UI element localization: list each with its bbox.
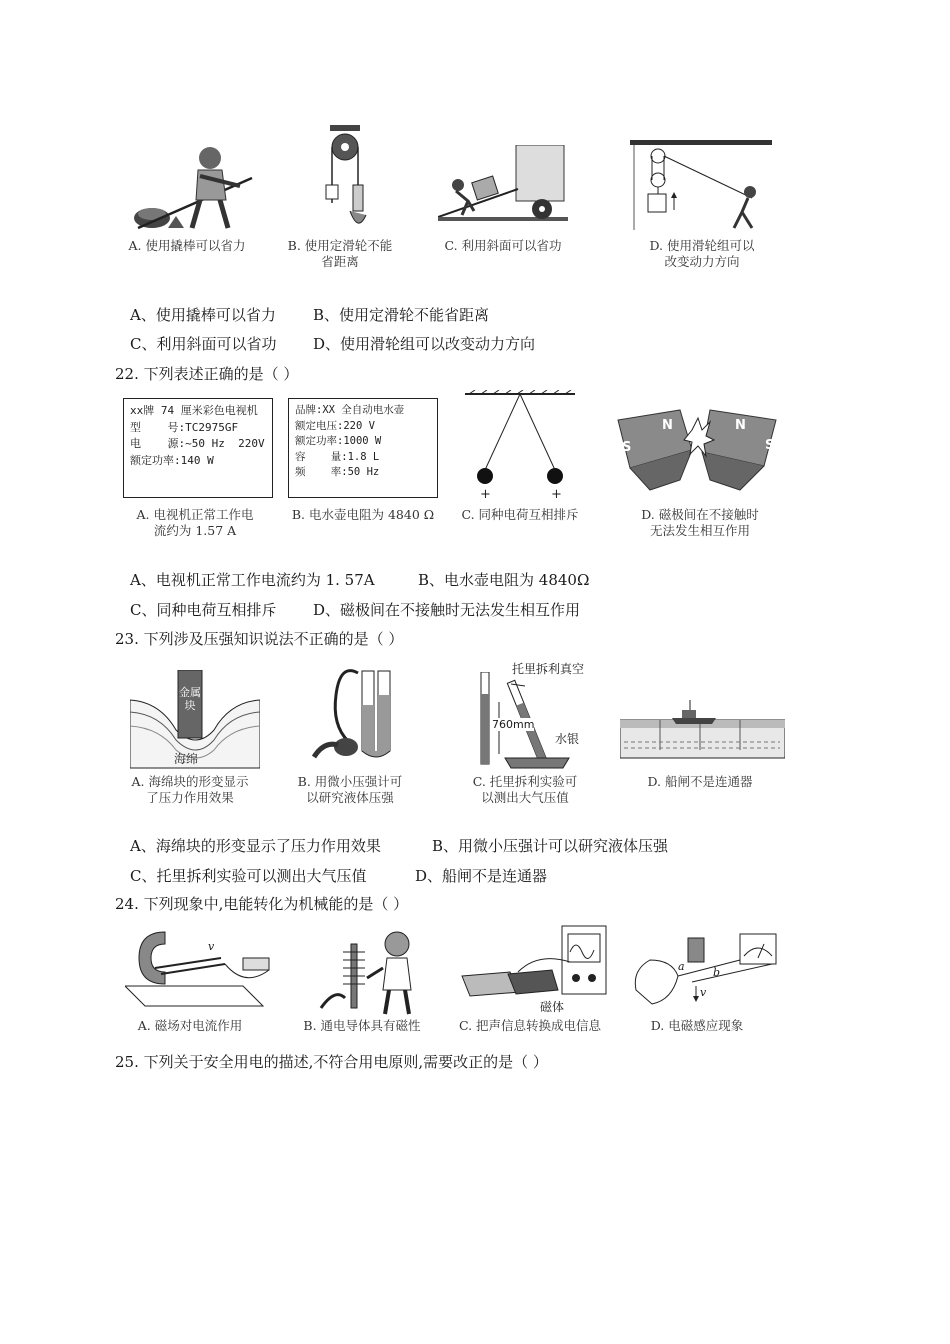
q22-option-d: D、磁极间在不接触时无法发生相互作用 — [313, 601, 581, 619]
q24-caption-d: D. 电磁感应现象 — [650, 1018, 744, 1033]
question-25-stem: 25. 下列关于安全用电的描述,不符合用电原则,需要改正的是（ ） — [115, 1053, 548, 1071]
label-b: b — [713, 966, 721, 979]
q21-option-a: A、使用撬棒可以省力 — [130, 306, 276, 324]
label-760mm: 760mm — [492, 718, 535, 731]
kettle-nameplate: 品牌:XX 全自动电水壶 额定电压:220 V 额定功率:1000 W 容 量:1.8 L 频 率:50 Hz — [288, 398, 438, 498]
q23-caption-d: D. 船闸不是连通器 — [647, 774, 753, 789]
magnet-right-s: S — [765, 438, 775, 453]
figure-charged-balls — [455, 390, 585, 490]
figure-pulley-block — [630, 140, 772, 232]
figure-microphone — [458, 922, 608, 1004]
q23-caption-a: A. 海绵块的形变显示 了压力作用效果 — [131, 774, 249, 805]
label-torricelli-vacuum: 托里拆利真空 — [512, 662, 585, 676]
label-v-induction: v — [700, 986, 707, 999]
figure-incline — [438, 145, 568, 225]
q22-option-b: B、电水壶电阻为 4840Ω — [418, 571, 590, 589]
figure-magnets — [610, 400, 790, 495]
q22-caption-d: D. 磁极间在不接触时 无法发生相互作用 — [641, 507, 759, 538]
label-v-motor: v — [208, 940, 215, 953]
label-sponge: 海绵 — [174, 752, 199, 766]
question-24-stem: 24. 下列现象中,电能转化为机械能的是（ ） — [115, 895, 409, 913]
q21-caption-a: A. 使用撬棒可以省力 — [128, 238, 246, 253]
q21-caption-b: B. 使用定滑轮不能 省距离 — [287, 238, 393, 269]
figure-ship-lock — [620, 698, 785, 760]
plus-sign-right: + — [551, 487, 562, 502]
magnet-right-n: N — [735, 418, 746, 433]
q21-option-d: D、使用滑轮组可以改变动力方向 — [313, 335, 536, 353]
q22-option-a: A、电视机正常工作电流约为 1. 57A — [130, 571, 375, 589]
q22-caption-b: B. 电水壶电阻为 4840 Ω — [291, 507, 435, 522]
question-22-stem: 22. 下列表述正确的是（ ） — [115, 365, 299, 383]
tv-nameplate: xx牌 74 厘米彩色电视机 型 号:TC2975GF 电 源:~50 Hz 220V 额定功率:140 W — [123, 398, 273, 498]
figure-lever — [130, 140, 260, 232]
q23-option-d: D、船闸不是连通器 — [415, 867, 548, 885]
q24-caption-c: C. 把声信息转换成电信息 — [458, 1018, 602, 1033]
q23-caption-b: B. 用微小压强计可 以研究液体压强 — [297, 774, 403, 805]
q23-option-b: B、用微小压强计可以研究液体压强 — [432, 837, 669, 855]
q21-option-b: B、使用定滑轮不能省距离 — [313, 306, 490, 324]
q23-caption-c: C. 托里拆利实验可 以测出大气压值 — [472, 774, 578, 805]
label-a: a — [678, 960, 685, 973]
q22-caption-c: C. 同种电荷互相排斥 — [461, 507, 579, 522]
figure-electromagnet — [315, 928, 430, 1016]
figure-pressure-gauge — [300, 665, 400, 765]
label-metal-block: 金属块 — [179, 686, 201, 712]
magnet-left-n: N — [662, 418, 673, 433]
question-23-stem: 23. 下列涉及压强知识说法不正确的是（ ） — [115, 630, 404, 648]
label-mercury: 水银 — [555, 732, 580, 746]
q23-option-a: A、海绵块的形变显示了压力作用效果 — [130, 837, 381, 855]
plus-sign-left: + — [480, 487, 491, 502]
magnet-left-s: S — [622, 440, 632, 455]
q23-option-c: C、托里拆利实验可以测出大气压值 — [130, 867, 367, 885]
figure-fixed-pulley — [320, 125, 370, 237]
q24-caption-a: A. 磁场对电流作用 — [137, 1018, 243, 1033]
q22-caption-a: A. 电视机正常工作电 流约为 1.57 A — [136, 507, 254, 538]
figure-motor-effect — [125, 928, 280, 1008]
q21-option-c: C、利用斜面可以省功 — [130, 335, 277, 353]
label-magnet: 磁体 — [540, 1000, 565, 1014]
q22-option-c: C、同种电荷互相排斥 — [130, 601, 277, 619]
q21-caption-d: D. 使用滑轮组可以 改变动力方向 — [649, 238, 755, 269]
q21-caption-c: C. 利用斜面可以省功 — [444, 238, 562, 253]
q24-caption-b: B. 通电导体具有磁性 — [303, 1018, 421, 1033]
